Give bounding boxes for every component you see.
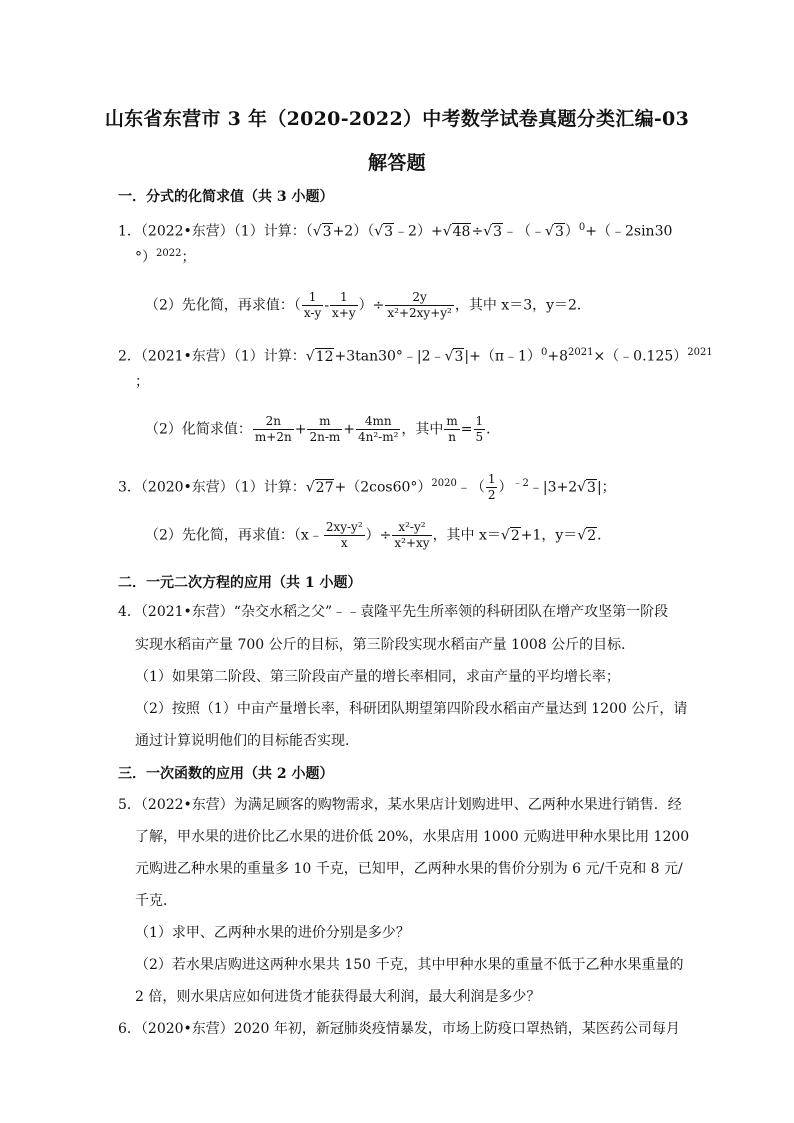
q4-line2: 实现水稻亩产量 700 公斤的目标，第三阶段实现水稻亩产量 1008 公斤的目标． [135,637,636,653]
q5-line7: 2 倍，则水果店应如何进货才能获得最大利润，最大利润是多少？ [135,989,541,1005]
doc-title-line1: 山东省东营市 3 年（2020-2022）中考数学试卷真题分类汇编-03 [104,108,690,130]
fraction: $\frac{m}{n}$ [446,414,458,444]
q5-line5: （1）求甲、乙两种水果的进价分别是多少？ [135,925,410,941]
section-heading-fraction: 一．分式的化简求值（共 3 小题） [118,189,334,205]
q5-line3: 元购进乙种水果的重量多 10 千克，已知甲，乙两种水果的售价分别为 6 元/千克和 8 元/ [135,861,683,877]
q4-line3: （1）如果第二阶段、第三阶段亩产量的增长率相同，求亩产量的平均增长率； [135,669,620,685]
fraction: $\frac{\text{x²-y²}}{\text{x²+xy}}$ [394,520,430,550]
fraction: $\frac{m}{2n-m}$ [309,414,341,444]
fraction: $\frac{\text{2xy-y²}}{x}$ [325,520,363,550]
q3-line2: （2）先化简，再求值：（x﹣ $\frac{\text{2xy-y²}}{x}$ ）÷ $\frac{\text{x²-y²}}{\text{x²+xy}}$ ，其中 x＝√2+1，y＝√2． [145,520,612,550]
fraction: $\frac{4mn}{\text{4n²-m²}}$ [357,414,399,444]
q2-line2: （2）化简求值： $\frac{2n}{m+2n}$ + $\frac{m}{2n-m}$ + $\frac{4mn}{\text{4n²-m²}}$ ，其中 $\frac{m}{n}$ = $\frac{1}{5}$ ． [145,414,501,444]
fraction: $\frac{2y}{\text{x²+2xy+y²}}$ [387,290,452,320]
q2-line1-wrap: ； [135,374,149,390]
q1-line1-wrap: °）$^{2022}$； [135,248,196,266]
q5-line6: （2）若水果店购进这两种水果共 150 千克，其中甲种水果的重量不低于乙种水果重量的 [135,957,684,973]
q5-line1: 5．（2022•东营）为满足顾客的购物需求，某水果店计划购进甲、乙两种水果进行销售．经 [118,797,682,813]
fraction: $\frac{1}{5}$ [475,414,484,444]
doc-title-line2: 解答题 [368,152,426,174]
fraction: $\frac{1}{x-y}$ [303,290,322,320]
fraction: $\frac{2n}{m+2n}$ [254,414,292,444]
section-heading-quadratic: 二．一元二次方程的应用（共 1 小题） [118,575,362,591]
q5-line4: 千克． [135,893,177,909]
q1-line2: （2）先化简，再求值：（ $\frac{1}{x-y}$ - $\frac{1}{x+y}$ ）÷ $\frac{2y}{\text{x²+2xy+y²}}$ ，其中 x＝3，y＝2． [145,290,591,320]
q4-line4: （2）按照（1）中亩产量增长率，科研团队期望第四阶段水稻亩产量达到 1200 公斤，请 [135,701,688,717]
q4-line1: 4．（2021•东营）“杂交水稻之父”﹣﹣袁隆平先生所率领的科研团队在增产攻坚第一阶段 [118,604,669,620]
q4-line5: 通过计算说明他们的目标能否实现． [135,733,359,749]
section-heading-linear: 三．一次函数的应用（共 2 小题） [118,766,334,782]
fraction: $\frac{1}{2}$ [487,472,496,502]
fraction: $\frac{1}{x+y}$ [332,290,356,320]
q1-line1: 1．（2022•东营）（1）计算：（√3+2）（√3﹣2）+√48÷√3﹣（﹣√3）$^0$+（﹣2sin30 [118,222,673,240]
q6-line1: 6．（2020•东营）2020 年初，新冠肺炎疫情暴发，市场上防疫口罩热销，某医药公司每月 [118,1021,680,1037]
q5-line2: 了解，甲水果的进价比乙水果的进价低 20%，水果店用 1000 元购进甲种水果比用 1200 [135,829,690,845]
q2-line1: 2．（2021•东营）（1）计算：$√12+3\tan 30^\circ﹣|2﹣√3|+(\pi﹣1)^0+8^{2021}\times(﹣0.125)^{2021}$ [118,347,713,365]
q3-line1: 3．（2020•东营）（1）计算：$√27+(2\cos 60^\circ)^{2020}﹣$（ $\frac{1}{2}$ ）$^{﹣2}$﹣|3+2√3|； [118,472,616,502]
